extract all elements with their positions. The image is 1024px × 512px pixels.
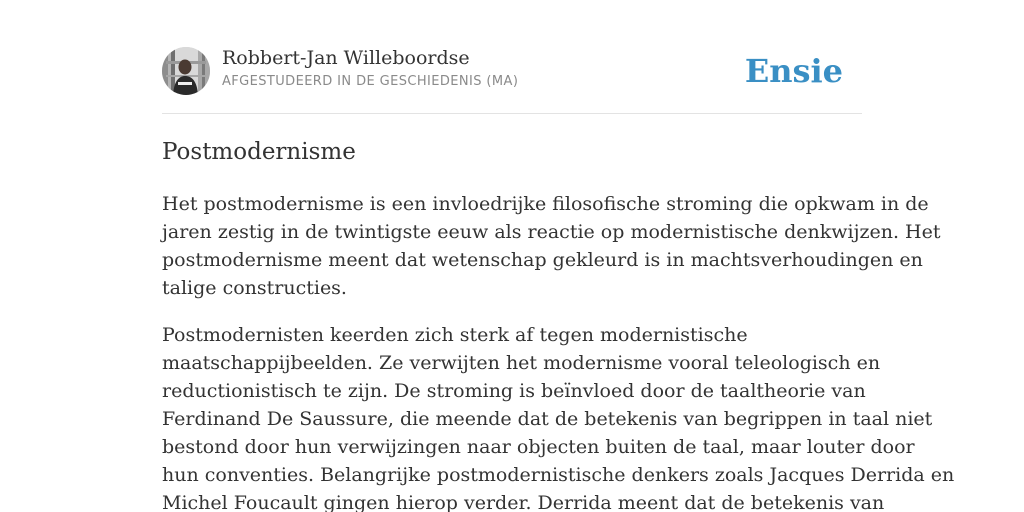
article-body bbox=[162, 190, 955, 512]
paragraph-line: bestond door hun verwijzingen naar objecten buiten de taal, maar louter door bbox=[162, 436, 915, 458]
paragraph-line: talige constructies. bbox=[162, 277, 347, 299]
author-name[interactable]: Robbert-Jan Willeboordse bbox=[222, 47, 470, 69]
article-paragraph bbox=[162, 190, 941, 302]
paragraph-line: Postmodernisten keerden zich sterk af tegen modernistische bbox=[162, 324, 748, 346]
author-header bbox=[162, 46, 862, 114]
paragraph-line: maatschappijbeelden. Ze verwijten het modernisme vooral teleologisch en bbox=[162, 352, 881, 374]
paragraph-line: jaren zestig in de twintigste eeuw als reactie op modernistische denkwijzen. Het bbox=[162, 221, 941, 243]
paragraph-line: Het postmodernisme is een invloedrijke filosofische stroming die opkwam in de bbox=[162, 193, 929, 215]
paragraph-line: hun conventies. Belangrijke postmodernistische denkers zoals Jacques Derrida en bbox=[162, 464, 955, 486]
avatar-photo bbox=[162, 47, 210, 95]
paragraph-line: Ferdinand De Saussure, die meende dat de betekenis van begrippen in taal niet bbox=[162, 408, 933, 430]
paragraph-line: postmodernisme meent dat wetenschap gekleurd is in machtsverhoudingen en bbox=[162, 249, 923, 271]
article-title: Postmodernisme bbox=[162, 139, 356, 165]
author-title: AFGESTUDEERD IN DE GESCHIEDENIS (MA) bbox=[222, 74, 519, 89]
paragraph-line: Michel Foucault gingen hierop verder. Derrida meent dat de betekenis van bbox=[162, 492, 885, 512]
article-paragraph bbox=[162, 321, 955, 512]
paragraph-line: reductionistisch te zijn. De stroming is beïnvloed door de taaltheorie van bbox=[162, 380, 866, 402]
author-avatar[interactable] bbox=[162, 47, 210, 95]
ensie-logo[interactable]: Ensie bbox=[744, 52, 843, 90]
